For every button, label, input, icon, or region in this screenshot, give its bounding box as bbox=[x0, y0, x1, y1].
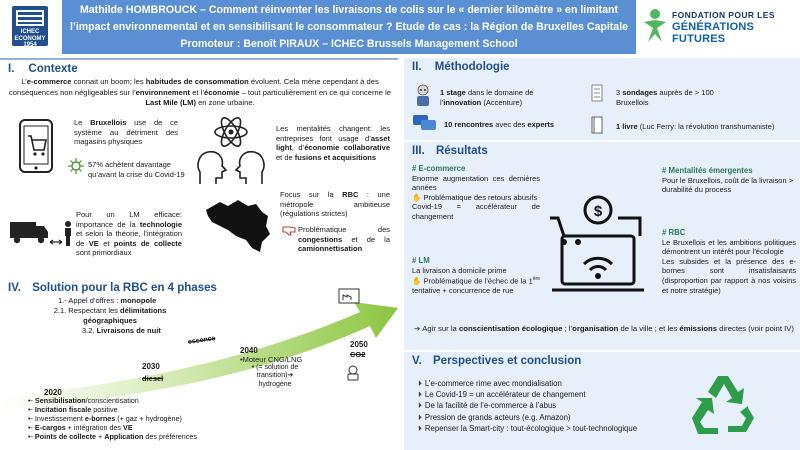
logo-name: ICHEC bbox=[20, 29, 40, 35]
chat-bubbles-icon bbox=[412, 114, 438, 132]
delivery-truck-icon bbox=[8, 218, 74, 248]
solution-section bbox=[0, 282, 398, 450]
fondation-logo bbox=[640, 6, 800, 50]
robot-icon bbox=[412, 84, 434, 108]
title-line-1: Mathilde HOMBROUCK – Comment réinventer les livraisons de colis sur le « dernier kilomètre » en limitant bbox=[79, 4, 619, 16]
phase-3-text: 3.2. Livraisons de nuit bbox=[82, 326, 161, 335]
title-line-3: Promoteur : Benoît PIRAUX – ICHEC Brussels Management School bbox=[180, 38, 518, 50]
res-rbc-block: # RBC Le Bruxellois et les ambitions politiques démontrent un intérêt pour l’écologie Les subsides et la présence des e-bornes sont insatisfaisants (disproportion par rapport à nos voisins et notre stratégie) bbox=[662, 228, 796, 295]
phase-1-text: 1.- Appel d’offres : monopole bbox=[58, 296, 157, 305]
logo-sub: ECONOMY bbox=[14, 35, 46, 42]
ecommerce-laptop-icon bbox=[548, 192, 648, 296]
lm-efficace-text: Pour un LM efficace: importance de la technologie et selon la théorie, l’intégration de VE et points de collecte sont primordiaux bbox=[76, 210, 182, 258]
factory-icon bbox=[338, 288, 360, 306]
mentalites-text: Les mentalités changent: les entreprises font usage d’asset light, d’économie collaborative et de fusions et acquisitions bbox=[276, 124, 390, 162]
contexte-intro: L’e-commerce connait un boom; les habitudes de consommation évoluent. Cela mène cependant à des conséquences non négligeables sur l’environnement et l’économie – tout particulièrement en ce qui concerne le Last Mile (LM) en zone urbaine. bbox=[8, 77, 392, 107]
solution-title: IV. Solution pour la RBC en 4 phases bbox=[8, 282, 217, 294]
year-2050: 2050 bbox=[350, 340, 368, 349]
phone-shopping-icon bbox=[14, 118, 58, 174]
recycle-icon bbox=[688, 372, 756, 436]
list-item: ⏵ Pression de grands acteurs (e.g. Amazon) bbox=[418, 412, 571, 422]
book-icon bbox=[590, 116, 604, 134]
atom-heads-icon bbox=[196, 114, 266, 186]
rencontres-text: 10 rencontres avec des experts bbox=[444, 120, 555, 129]
diesel-label: diesel bbox=[142, 374, 164, 383]
thumbs-down-icon: ✋ bbox=[412, 192, 422, 202]
year-2040: 2040 bbox=[240, 346, 258, 355]
header bbox=[0, 0, 800, 54]
contexte-section bbox=[0, 58, 398, 280]
list-item: ⏵ Le Covid-19 = un accélérateur de changement bbox=[418, 390, 586, 400]
res-lm-block: # LM La livraison à domicile prime ✋ Problématique de l’échec de la 1ère tentative + concurrence de rue bbox=[412, 256, 540, 296]
perspectives-title: V. Perspectives et conclusion bbox=[412, 355, 582, 367]
essence-label: essence bbox=[187, 335, 216, 346]
svg-text:$: $ bbox=[593, 203, 603, 220]
list-item: ⏵ De la facilité de l’e-commerce à l’abus bbox=[418, 401, 557, 411]
sondages-text: 3 sondages auprès de > 100 Bruxellois bbox=[616, 88, 714, 107]
resultats-title: III. Résultats bbox=[412, 145, 488, 157]
bruxellois-text: Le Bruxellois use de ce système au détriment des magasins physiques bbox=[74, 118, 178, 147]
rbc-focus-text: Focus sur la RBC : une métropole ambitieuse (régulations strictes) bbox=[280, 190, 391, 219]
belgium-map-icon bbox=[202, 196, 274, 256]
title-line-2: l’impact environnemental et en sensibilisant le consommateur ? Etude de cas : la Région de Bruxelles Capitale bbox=[69, 21, 629, 33]
contexte-title: I. Contexte bbox=[8, 63, 78, 75]
methodologie-section bbox=[404, 58, 800, 140]
thumbs-down-icon bbox=[282, 226, 296, 236]
year-2030: 2030 bbox=[142, 362, 160, 371]
perspectives-list bbox=[418, 378, 688, 434]
res-mentalites-block: # Mentalités émergentes Pour le Bruxellois, coût de la livraison > durabilité du process bbox=[662, 166, 794, 195]
fondation-line-2: GÉNÉRATIONS FUTURES bbox=[672, 21, 755, 45]
list-item: ⏵ Repenser la Smart-city : tout-écologique > tout-technologique bbox=[418, 423, 638, 433]
year-2020: 2020 bbox=[44, 388, 62, 397]
fondation-figure-icon bbox=[640, 6, 670, 46]
perspectives-section bbox=[404, 352, 800, 450]
phase-2-text: 2.1. Respectant les délimitations géographiques bbox=[53, 306, 167, 325]
list-item: ⏵ L’e-commerce rime avec mondialisation bbox=[418, 379, 562, 388]
virus-icon bbox=[68, 158, 84, 174]
problematique-text: Problématique des congestions et de la camionnettisation bbox=[298, 225, 390, 254]
covid-stat-text: 57% achètent davantage qu’avant la crise du Covid-19 bbox=[88, 160, 185, 179]
ichec-logo bbox=[4, 2, 56, 52]
res-agir-text: ➔ Agir sur la conscientisation écologique ; l’organisation de la ville ; et les émissions directes (voir point IV) bbox=[414, 324, 794, 333]
resultats-section bbox=[404, 142, 800, 350]
logo-year: 1954 bbox=[23, 42, 37, 48]
fondation-line-1: FONDATION POUR LES bbox=[672, 10, 775, 20]
header-title-band bbox=[62, 0, 636, 54]
robot-car-icon bbox=[344, 364, 362, 382]
methodologie-title: II. Méthodologie bbox=[412, 61, 510, 73]
moteur-label: •Moteur CNG/LNG bbox=[240, 355, 303, 364]
res-ecommerce-block: # E-commerce Enorme augmentation ces dernières années ✋ Problématique des retours abusifs Covid-19 = accélérateur de changement bbox=[412, 164, 540, 221]
transition-label: • (= solution de transition)➔ hydrogène bbox=[251, 364, 299, 388]
survey-document-icon bbox=[590, 84, 604, 102]
stage-text: 1 stage dans le domaine de l’innovation (Accenture) bbox=[440, 88, 534, 107]
phase-2020-list: •- Sensibilisation/conscientisation •- Incitation fiscale positive •- Investissement e-bornes (+ gaz + hydrogène) •- E-cargos + intégration des VE •- Points de collecte + Application des préférences bbox=[28, 396, 197, 441]
livre-text: 1 livre (Luc Ferry: la révolution transhumaniste) bbox=[616, 122, 775, 131]
co2-label: CO2 bbox=[350, 350, 366, 359]
thumbs-down-icon: ✋ bbox=[412, 276, 422, 286]
